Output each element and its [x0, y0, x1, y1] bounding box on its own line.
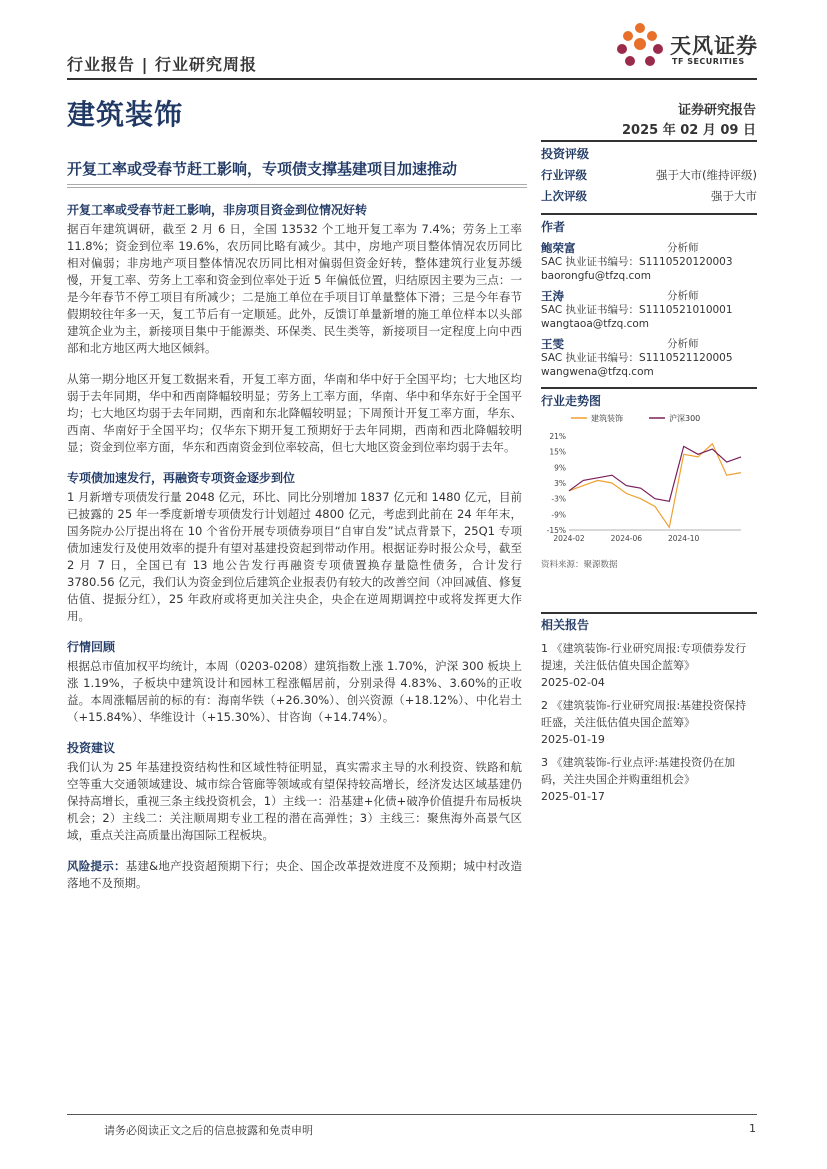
legend-label: 沪深300 — [669, 414, 701, 423]
industry-rating-label: 行业评级 — [541, 168, 587, 182]
analyst — [541, 241, 757, 283]
paragraph: 从第一期分地区开复工数据来看，开复工率方面，华南和华中好于全国平均；七大地区均弱于去年同期，华中和西南降幅较明显；劳务上工率方面，华南、华中和华东好于全国平均；七大地区均弱于去年同期，西南和东北降幅较明显；下周预计开复工率方面，华东、西南、华南好于全国平均；仅华东下期开复工预期好于去年同期，西南和西北降幅较明显；资金到位率方面，华东和西南资金到位率较高，但七大地区资金到位率均弱于去年。 — [67, 372, 522, 454]
paragraph: 1 月新增专项债发行量 2048 亿元，环比、同比分别增加 1837 亿元和 1480 亿元，目前已披露的 25 年一季度新增专项债发行计划超过 4800 亿元，考虑到此前在 24 年年末，国务院办公厅提出将在 10 个省份开展专项债券项目“自审自发”试点背景下，25Q1 专项债加速发行及使用效率的提升有望对基建投资起到带动作用。根据证券时报公众号，截至 2 月 7 日，全国已有 13 地公告发行再融资专项债置换存量隐性债务，合计发行 3780.56 亿元，我们认为资金到位后建筑企业报表仍有较大的改善空间（冲回减值、修复估值、提振分红），25 年政府或将更加关注央企，央企在逆周期调控中或将发挥更大作用。 — [67, 490, 522, 623]
related-heading: 相关报告 — [541, 612, 757, 634]
analyst-name: 鲍荣富 — [541, 241, 576, 255]
x-tick-label: 2024-02 — [553, 534, 585, 543]
section-heading: 专项债加速发行，再融资专项资金逐步到位 — [67, 471, 296, 485]
y-tick-label: 9% — [554, 463, 566, 473]
related-report-date: 2025-01-19 — [541, 733, 605, 746]
prev-rating-value: 强于大市 — [711, 189, 757, 203]
analyst-cert: SAC 执业证书编号：S1110520120003 — [541, 256, 733, 268]
paragraph: 我们认为 25 年基建投资结构性和区域性特征明显，真实需求主导的水利投资、铁路和航空等重大交通领域建设、城市综合管廊等领域或有望保持较高增长，经济发达区域基建仍保持高增长，重视三条主线投资机会，1）主线一：沿基建+化债+破净价值提升布局板块机会；2）主线二：关注顺周期专业工程的潜在高弹性；3）主线三：聚焦海外高景气区域，重点关注高质量出海国际工程板块。 — [67, 760, 522, 842]
title-divider — [67, 184, 527, 185]
section-heading: 开复工率或受春节赶工影响，非房项目资金到位情况好转 — [67, 203, 368, 217]
y-tick-label: -3% — [551, 494, 566, 504]
analyst-name: 王涛 — [541, 289, 564, 303]
related-report-title[interactable]: 1 《建筑装饰-行业研究周报:专项债券发行提速，关注低估值央国企蓝筹》 — [541, 642, 747, 672]
risk-warning — [67, 858, 522, 892]
paragraph: 根据总市值加权平均统计，本周（0203-0208）建筑指数上涨 1.70%，沪深 300 板块上涨 1.19%，子板块中建筑设计和园林工程涨幅居前，分别录得 4.83%、3.60%的正收益。本周涨幅居前的标的有：海南华铁（+26.30%）、创兴资源（+18.12%）、中化岩土（+15.84%）、华维设计（+15.30%）、甘咨询（+14.74%）。 — [67, 659, 522, 724]
rating-panel — [541, 140, 757, 204]
analyst-email[interactable]: wangwena@tfzq.com — [541, 366, 654, 378]
legend-label: 建筑装饰 — [591, 414, 623, 423]
related-report[interactable] — [541, 754, 757, 805]
title-divider — [67, 187, 527, 188]
paragraph: 据百年建筑调研，截至 2 月 6 日，全国 13532 个工地开复工率为 7.4%；劳务上工率 11.8%；资金到位率 19.6%，农历同比略有减少。其中，房地产项目整体情况农历同比相对偏弱；非房地产项目整体情况农历同比相对偏弱但资金好转，整体建筑行业复苏缓慢，开复工率、劳务上工率和资金到位率处于近 5 年偏低位置，归结原因主要为三点：一是今年春节不停工项目有所减少；二是施工单位在手项目订单量整体下滑；三是今年春节假期较往年多一天，复工节后有一定顺延。此外，反馈订单量新增的施工单位样本以头部建筑企业为主，新接项目集中于能源类、环保类、民生类等，新接项目一定程度上向中西部和北方地区两大地区倾斜。 — [67, 222, 522, 355]
trend-panel — [541, 387, 757, 409]
authors-heading: 作者 — [541, 213, 757, 235]
trend-heading: 行业走势图 — [541, 387, 757, 409]
risk-label: 风险提示： — [67, 859, 126, 873]
analyst-email[interactable]: wangtaoa@tfzq.com — [541, 318, 650, 330]
industry-rating — [541, 167, 757, 183]
logo-text-en: TF SECURITIES — [672, 57, 745, 66]
footer-divider — [67, 1114, 757, 1115]
related-report-date: 2025-01-17 — [541, 790, 605, 803]
section-heading: 行情回顾 — [67, 640, 116, 654]
sector-title: 建筑装饰 — [67, 98, 184, 131]
report-type: 行业报告 | 行业研究周报 — [67, 55, 257, 74]
x-tick-label: 2024-10 — [667, 534, 700, 543]
analyst — [541, 289, 757, 331]
related-report-title[interactable]: 2 《建筑装饰-行业研究周报:基建投资保持旺盛，关注低估值央国企蓝筹》 — [541, 699, 747, 729]
y-tick-label: 3% — [554, 479, 566, 488]
analyst-role: 分析师 — [667, 290, 699, 302]
related-report-date: 2025-02-04 — [541, 676, 605, 689]
analyst-cert: SAC 执业证书编号：S1110521010001 — [541, 304, 733, 316]
authors-panel — [541, 213, 757, 379]
y-tick-label: 21% — [549, 432, 566, 441]
report-kind: 证券研究报告 — [677, 103, 756, 118]
trend-chart — [541, 408, 757, 553]
risk-text: 基建&地产投资超预期下行；央企、国企改革提效进度不及预期；城中村改造落地不及预期。 — [67, 859, 523, 890]
prev-rating — [541, 188, 757, 204]
chart-source: 资料来源：聚源数据 — [541, 560, 618, 570]
analyst-role: 分析师 — [667, 242, 699, 254]
analyst-name: 王雯 — [541, 337, 564, 351]
x-tick-label: 2024-06 — [610, 534, 643, 543]
rating-heading: 投资评级 — [541, 140, 757, 162]
related-report-title[interactable]: 3 《建筑装饰-行业点评:基建投资仍在加码，关注央国企并购重组机会》 — [541, 756, 736, 786]
related-reports — [541, 612, 757, 805]
y-tick-label: -9% — [551, 510, 566, 520]
series-line — [569, 446, 741, 501]
header-divider — [67, 78, 757, 80]
main-title: 开复工率或受春节赶工影响，专项债支撑基建项目加速推动 — [67, 160, 458, 178]
analyst-cert: SAC 执业证书编号：S1110521120005 — [541, 352, 733, 364]
page-number: 1 — [749, 1122, 756, 1135]
footer-disclaimer: 请务必阅读正文之后的信息披露和免责申明 — [104, 1124, 313, 1137]
analyst-role: 分析师 — [667, 338, 699, 350]
related-report[interactable] — [541, 640, 757, 691]
analyst-email[interactable]: baorongfu@tfzq.com — [541, 270, 651, 282]
related-report[interactable] — [541, 697, 757, 748]
logo-text: 天风证券 — [670, 34, 758, 58]
section-heading: 投资建议 — [67, 741, 116, 755]
report-date: 2025 年 02 月 09 日 — [622, 123, 756, 138]
prev-rating-label: 上次评级 — [541, 189, 587, 203]
series-line — [569, 444, 741, 528]
tf-logo-icon — [612, 22, 668, 72]
industry-rating-value: 强于大市(维持评级) — [656, 168, 757, 182]
analyst — [541, 337, 757, 379]
main-body — [67, 202, 522, 892]
y-tick-label: 15% — [549, 447, 566, 457]
y-tick-label: -15% — [546, 526, 566, 535]
